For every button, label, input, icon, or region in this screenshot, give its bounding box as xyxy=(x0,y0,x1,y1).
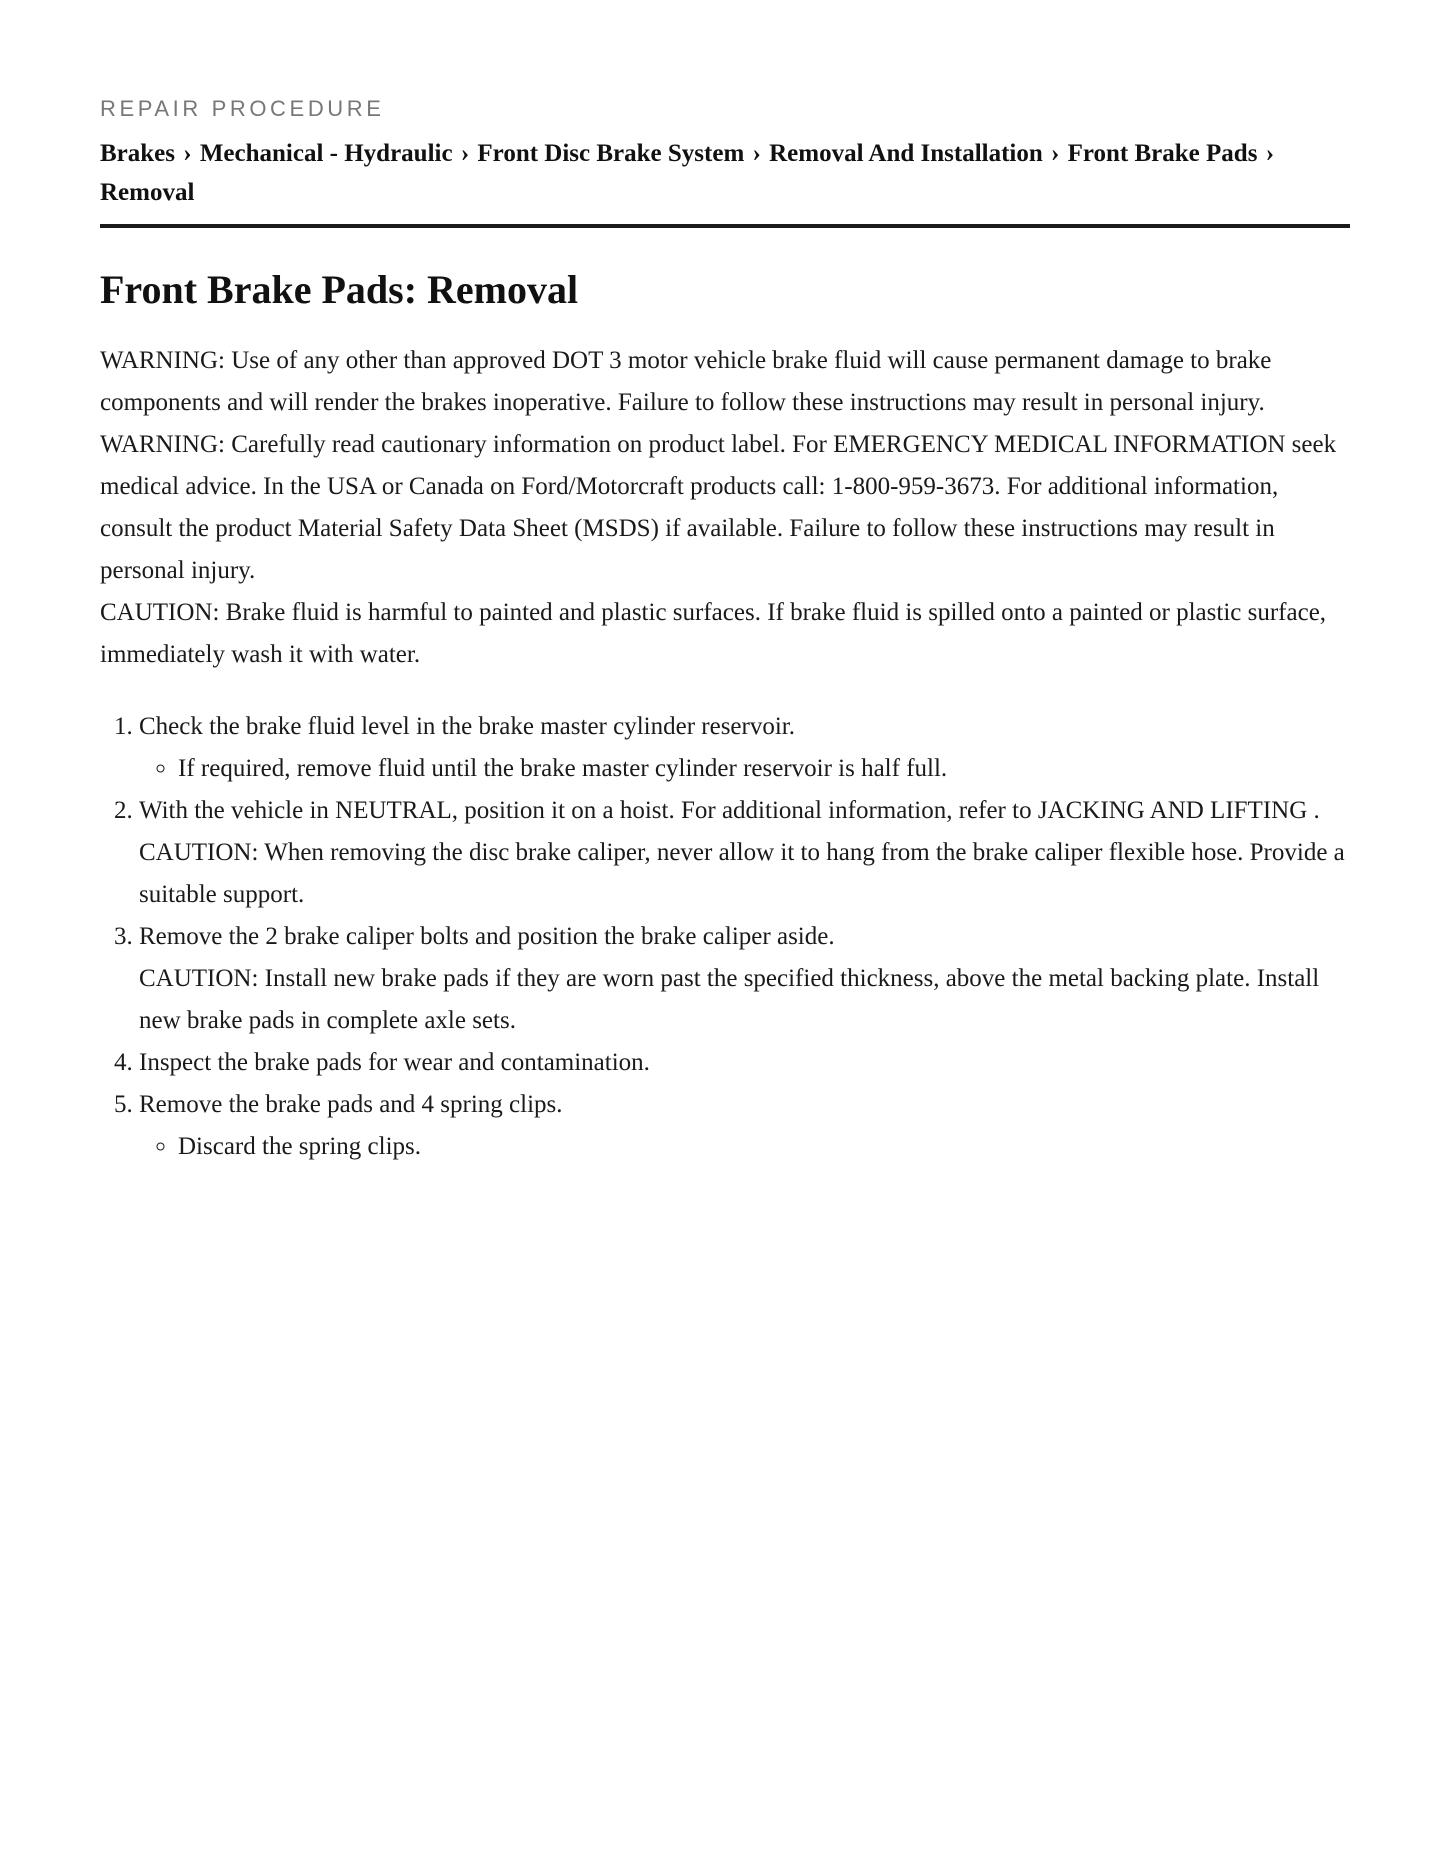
step-text: Remove the 2 brake caliper bolts and position the brake caliper aside. xyxy=(139,923,835,950)
breadcrumb-separator: › xyxy=(460,140,470,167)
procedure-step xyxy=(139,790,1350,916)
caution-notice: CAUTION: Brake fluid is harmful to painted and plastic surfaces. If brake fluid is spilled onto a painted or plastic surface, immediately wash it with water. xyxy=(100,599,1327,668)
breadcrumb-separator: › xyxy=(752,140,761,167)
breadcrumb-item: Front Disc Brake System xyxy=(477,140,745,167)
breadcrumb-separator: › xyxy=(1051,140,1060,167)
procedure-step xyxy=(139,916,1350,1042)
step-substep: ◦ If required, remove fluid until the brake master cylinder reservoir is half full. xyxy=(178,748,1350,790)
step-substep: ◦ Discard the spring clips. xyxy=(178,1126,1350,1168)
safety-notices xyxy=(100,340,1350,676)
step-substeps xyxy=(139,1126,1350,1168)
document-page xyxy=(100,94,1350,1168)
breadcrumb-item: Removal And Installation xyxy=(769,140,1043,167)
procedure-steps xyxy=(100,706,1350,1168)
step-substeps xyxy=(139,748,1350,790)
step-caution: CAUTION: Install new brake pads if they are worn past the specified thickness, above the metal backing plate. Install new brake pads in complete axle sets. xyxy=(139,965,1320,1034)
warning-notice: WARNING: Use of any other than approved DOT 3 motor vehicle brake fluid will cause permanent damage to brake components and will render the brakes inoperative. Failure to follow these instructions may result in personal injury. xyxy=(100,347,1272,416)
page-title: Front Brake Pads: Removal xyxy=(100,267,579,312)
procedure-step xyxy=(139,1042,1350,1084)
breadcrumb-separator: › xyxy=(1265,140,1275,167)
procedure-step xyxy=(139,706,1350,790)
breadcrumb-item: Brakes xyxy=(100,140,175,167)
breadcrumb-item-current: Removal xyxy=(100,179,195,206)
section-kicker: REPAIR PROCEDURE xyxy=(100,96,385,121)
step-text: With the vehicle in NEUTRAL, position it on a hoist. For additional information, refer to JACKING AND LIFTING . xyxy=(139,797,1320,824)
breadcrumb-separator: › xyxy=(183,140,192,167)
warning-notice: WARNING: Carefully read cautionary information on product label. For EMERGENCY MEDICAL INFORMATION seek medical advice. In the USA or Canada on Ford/Motorcraft products call: 1-800-959-3673. For additional information, consult the product Material Safety Data Sheet (MSDS) if available. Failure to follow these instructions may result in personal injury. xyxy=(100,431,1337,584)
procedure-step xyxy=(139,1084,1350,1168)
step-caution: CAUTION: When removing the disc brake caliper, never allow it to hang from the brake caliper flexible hose. Provide a suitable support. xyxy=(139,839,1345,908)
step-text: Remove the brake pads and 4 spring clips. xyxy=(139,1091,563,1118)
step-text: Check the brake fluid level in the brake master cylinder reservoir. xyxy=(139,713,795,740)
step-text: Inspect the brake pads for wear and contamination. xyxy=(139,1049,650,1076)
breadcrumb-item: Mechanical - Hydraulic xyxy=(199,140,453,167)
breadcrumb xyxy=(100,134,1350,228)
breadcrumb-item: Front Brake Pads xyxy=(1067,140,1258,167)
